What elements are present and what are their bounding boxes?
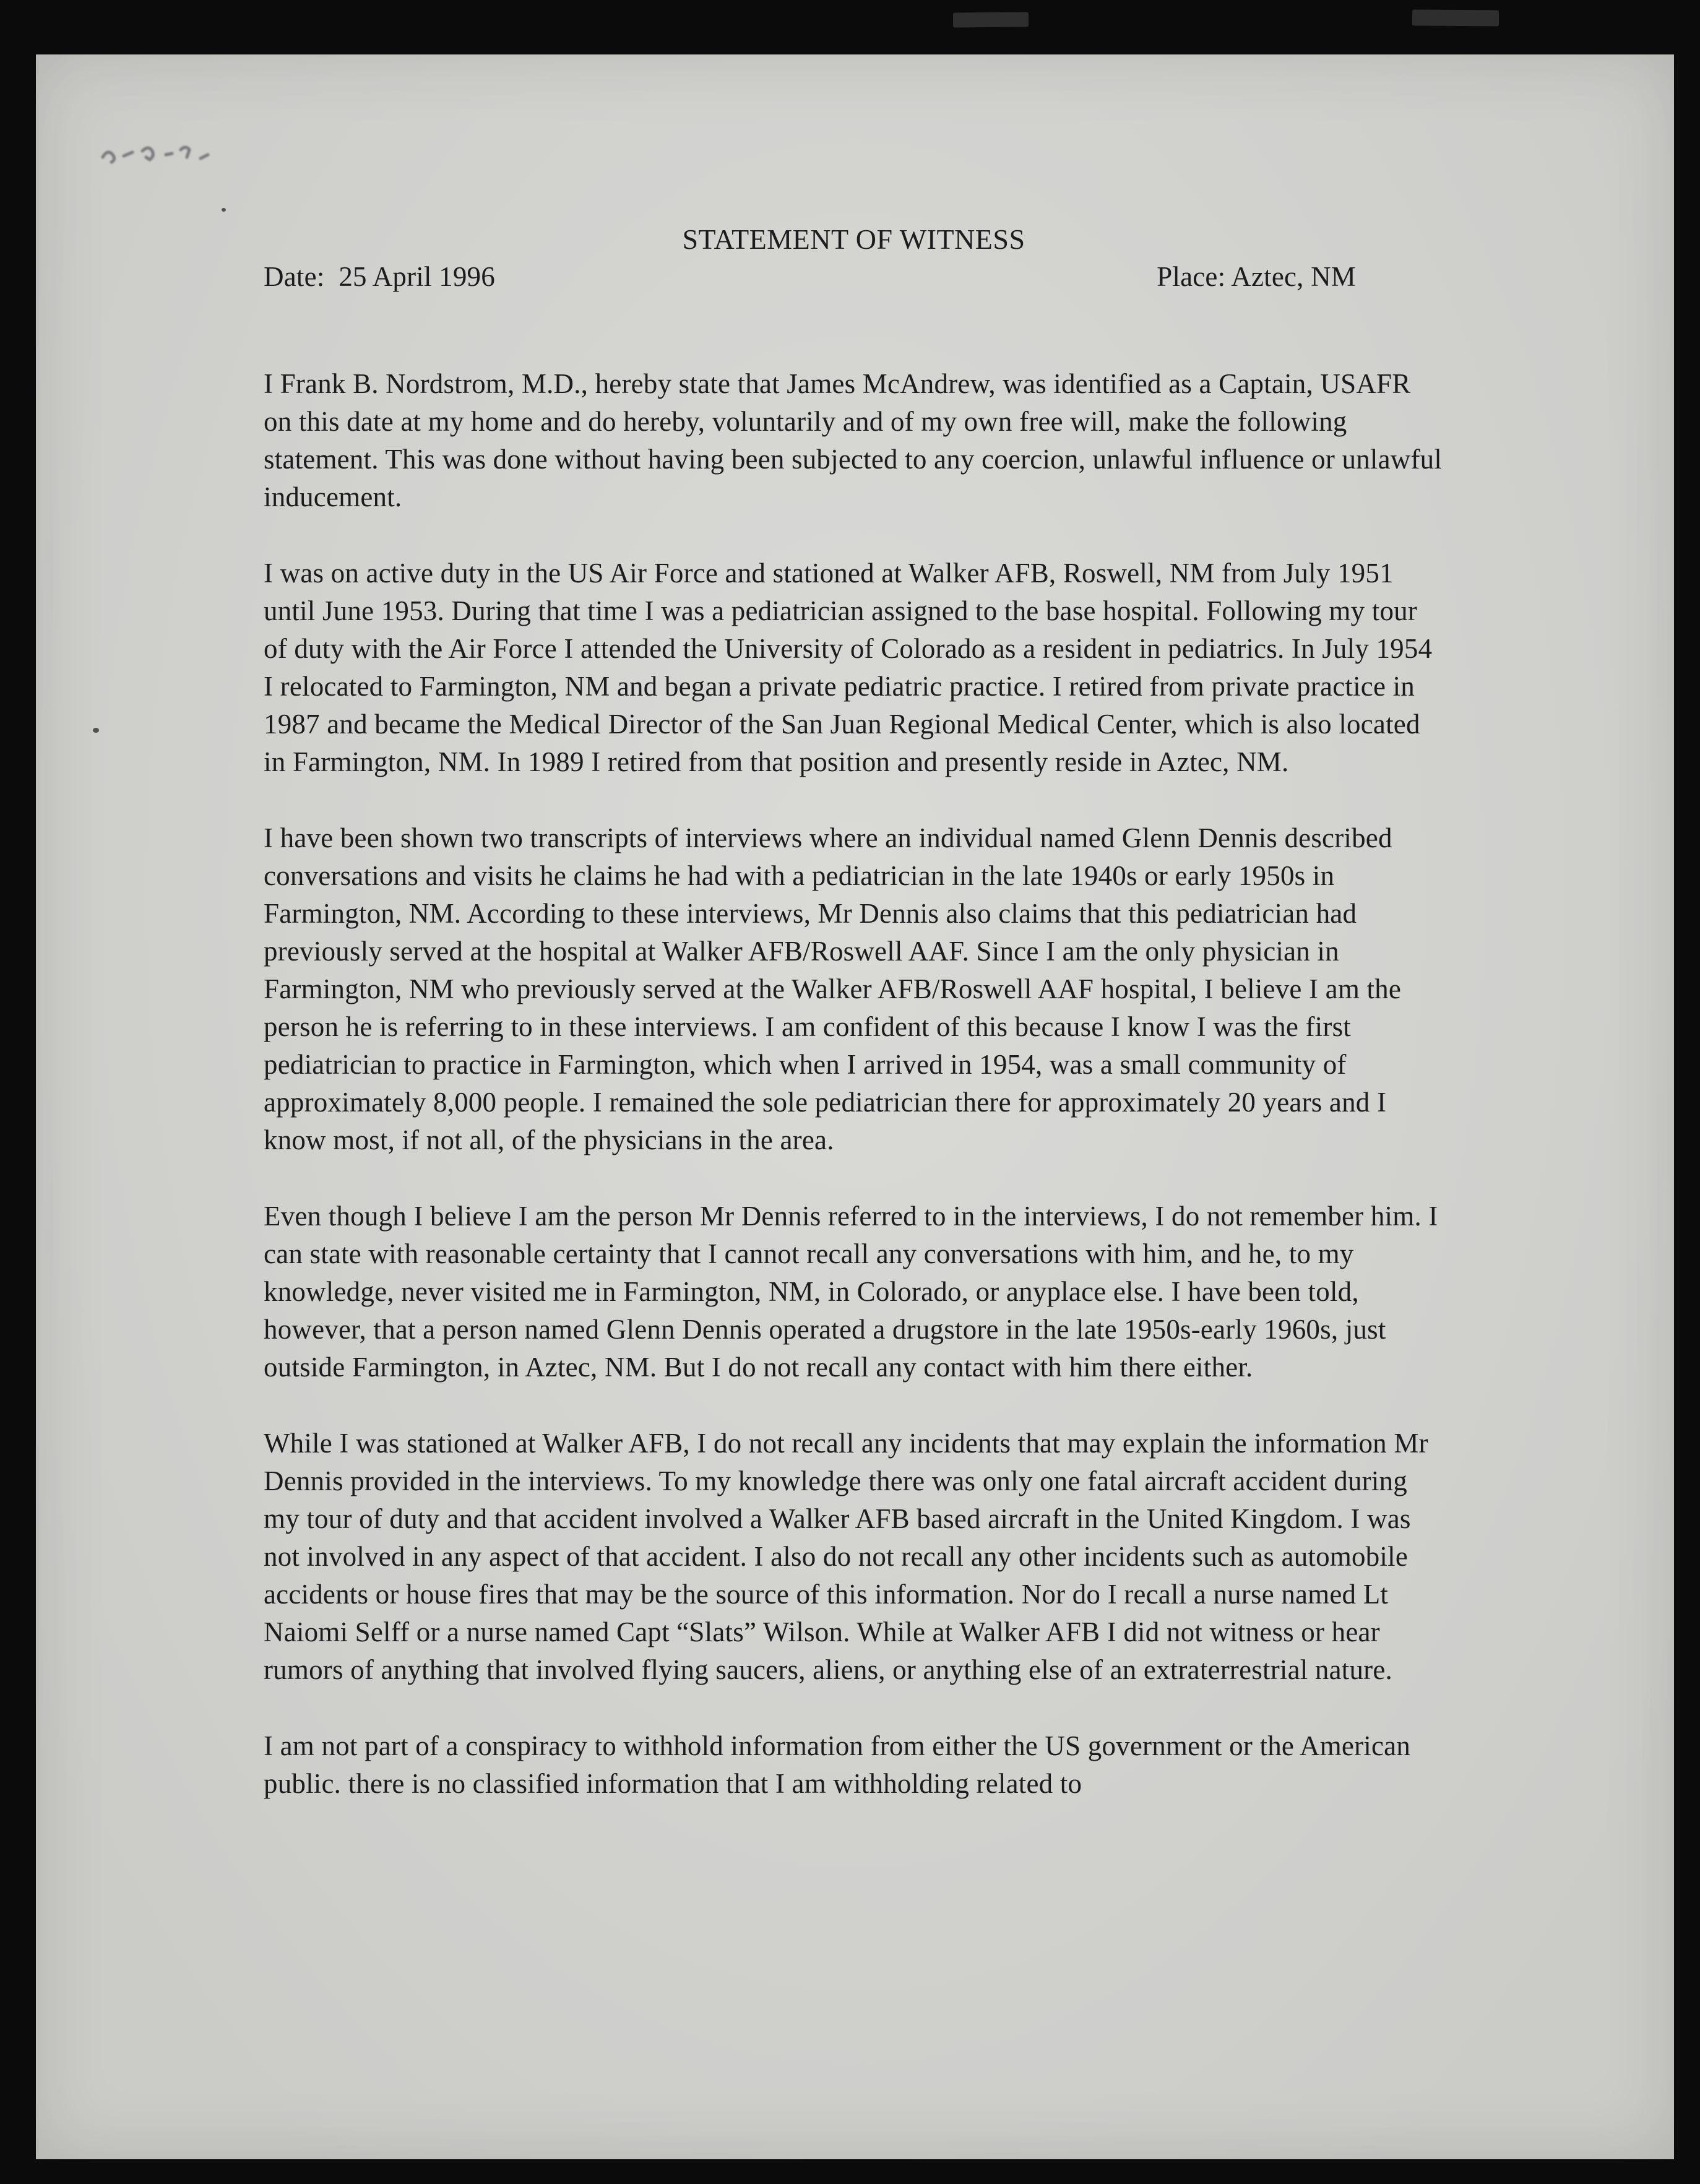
date-place-row: [264, 258, 1444, 296]
place-field: Place: Aztec, NM: [1157, 261, 1356, 292]
pen-smudge-icon: [99, 134, 223, 177]
scan-speck: [93, 728, 99, 733]
scan-artifact-mark: [953, 12, 1029, 27]
scan-speck: [222, 208, 226, 212]
scan-artifact-mark: [1412, 10, 1499, 27]
document-title: STATEMENT OF WITNESS: [682, 223, 1025, 255]
paragraph-2: I was on active duty in the US Air Force and stationed at Walker AFB, Roswell, NM from July 1951 until June 1953. During that time I was a pediatrician assigned to the base hospital. Following my tour of duty with the Air Force I attended the University of Colorado as a resident in pediatrics. In July 1954 I relocated to Farmington, NM and began a private pediatric practice. I retired from private practice in 1987 and became the Medical Director of the San Juan Regional Medical Center, which is also located in Farmington, NM. In 1989 I retired from that position and presently reside in Aztec, NM.: [264, 558, 1433, 777]
date-field: Date: 25 April 1996: [264, 261, 495, 292]
paragraph-4: Even though I believe I am the person Mr Dennis referred to in the interviews, I do not remember him. I can state with reasonable certainty that I cannot recall any conversations with him, and he, to my knowledge, never visited me in Farmington, NM, in Colorado, or anyplace else. I have been told, however, that a person named Glenn Dennis operated a drugstore in the late 1950s-early 1960s, just outside Farmington, in Aztec, NM. But I do not recall any contact with him there either.: [264, 1201, 1438, 1383]
paragraph-1: I Frank B. Nordstrom, M.D., hereby state that James McAndrew, was identified as a Captain, USAFR on this date at my home and do hereby, voluntarily and of my own free will, make the following statement. This was done without having been subjected to any coercion, unlawful influence or unlawful inducement.: [264, 368, 1443, 512]
document-page: [36, 54, 1674, 2159]
paragraph-6: I am not part of a conspiracy to withhold information from either the US government or the American public. there is no classified information that I am withholding related to: [264, 1730, 1411, 1799]
paragraph-5: While I was stationed at Walker AFB, I do not recall any incidents that may explain the information Mr Dennis provided in the interviews. To my knowledge there was only one fatal aircraft accident during my tour of duty and that accident involved a Walker AFB based aircraft in the United Kingdom. I was not involved in any aspect of that accident. I also do not recall any other incidents such as automobile accidents or house fires that may be the source of this information. Nor do I recall a nurse named Lt Naiomi Selff or a nurse named Capt “Slats” Wilson. While at Walker AFB I did not witness or hear rumors of anything that involved flying saucers, aliens, or anything else of an extraterrestrial nature.: [264, 1428, 1428, 1685]
paragraph-3: I have been shown two transcripts of interviews where an individual named Glenn Dennis described conversations and visits he claims he had with a pediatrician in the late 1940s or early 1950s in Farmington, NM. According to these interviews, Mr Dennis also claims that this pediatrician had previously served at the hospital at Walker AFB/Roswell AAF. Since I am the only physician in Farmington, NM who previously served at the Walker AFB/Roswell AAF hospital, I believe I am the person he is referring to in these interviews. I am confident of this because I know I was the first pediatrician to practice in Farmington, which when I arrived in 1954, was a small community of approximately 8,000 people. I remained the sole pediatrician there for approximately 20 years and I know most, if not all, of the physicians in the area.: [264, 822, 1402, 1155]
document-content: [264, 220, 1444, 1803]
